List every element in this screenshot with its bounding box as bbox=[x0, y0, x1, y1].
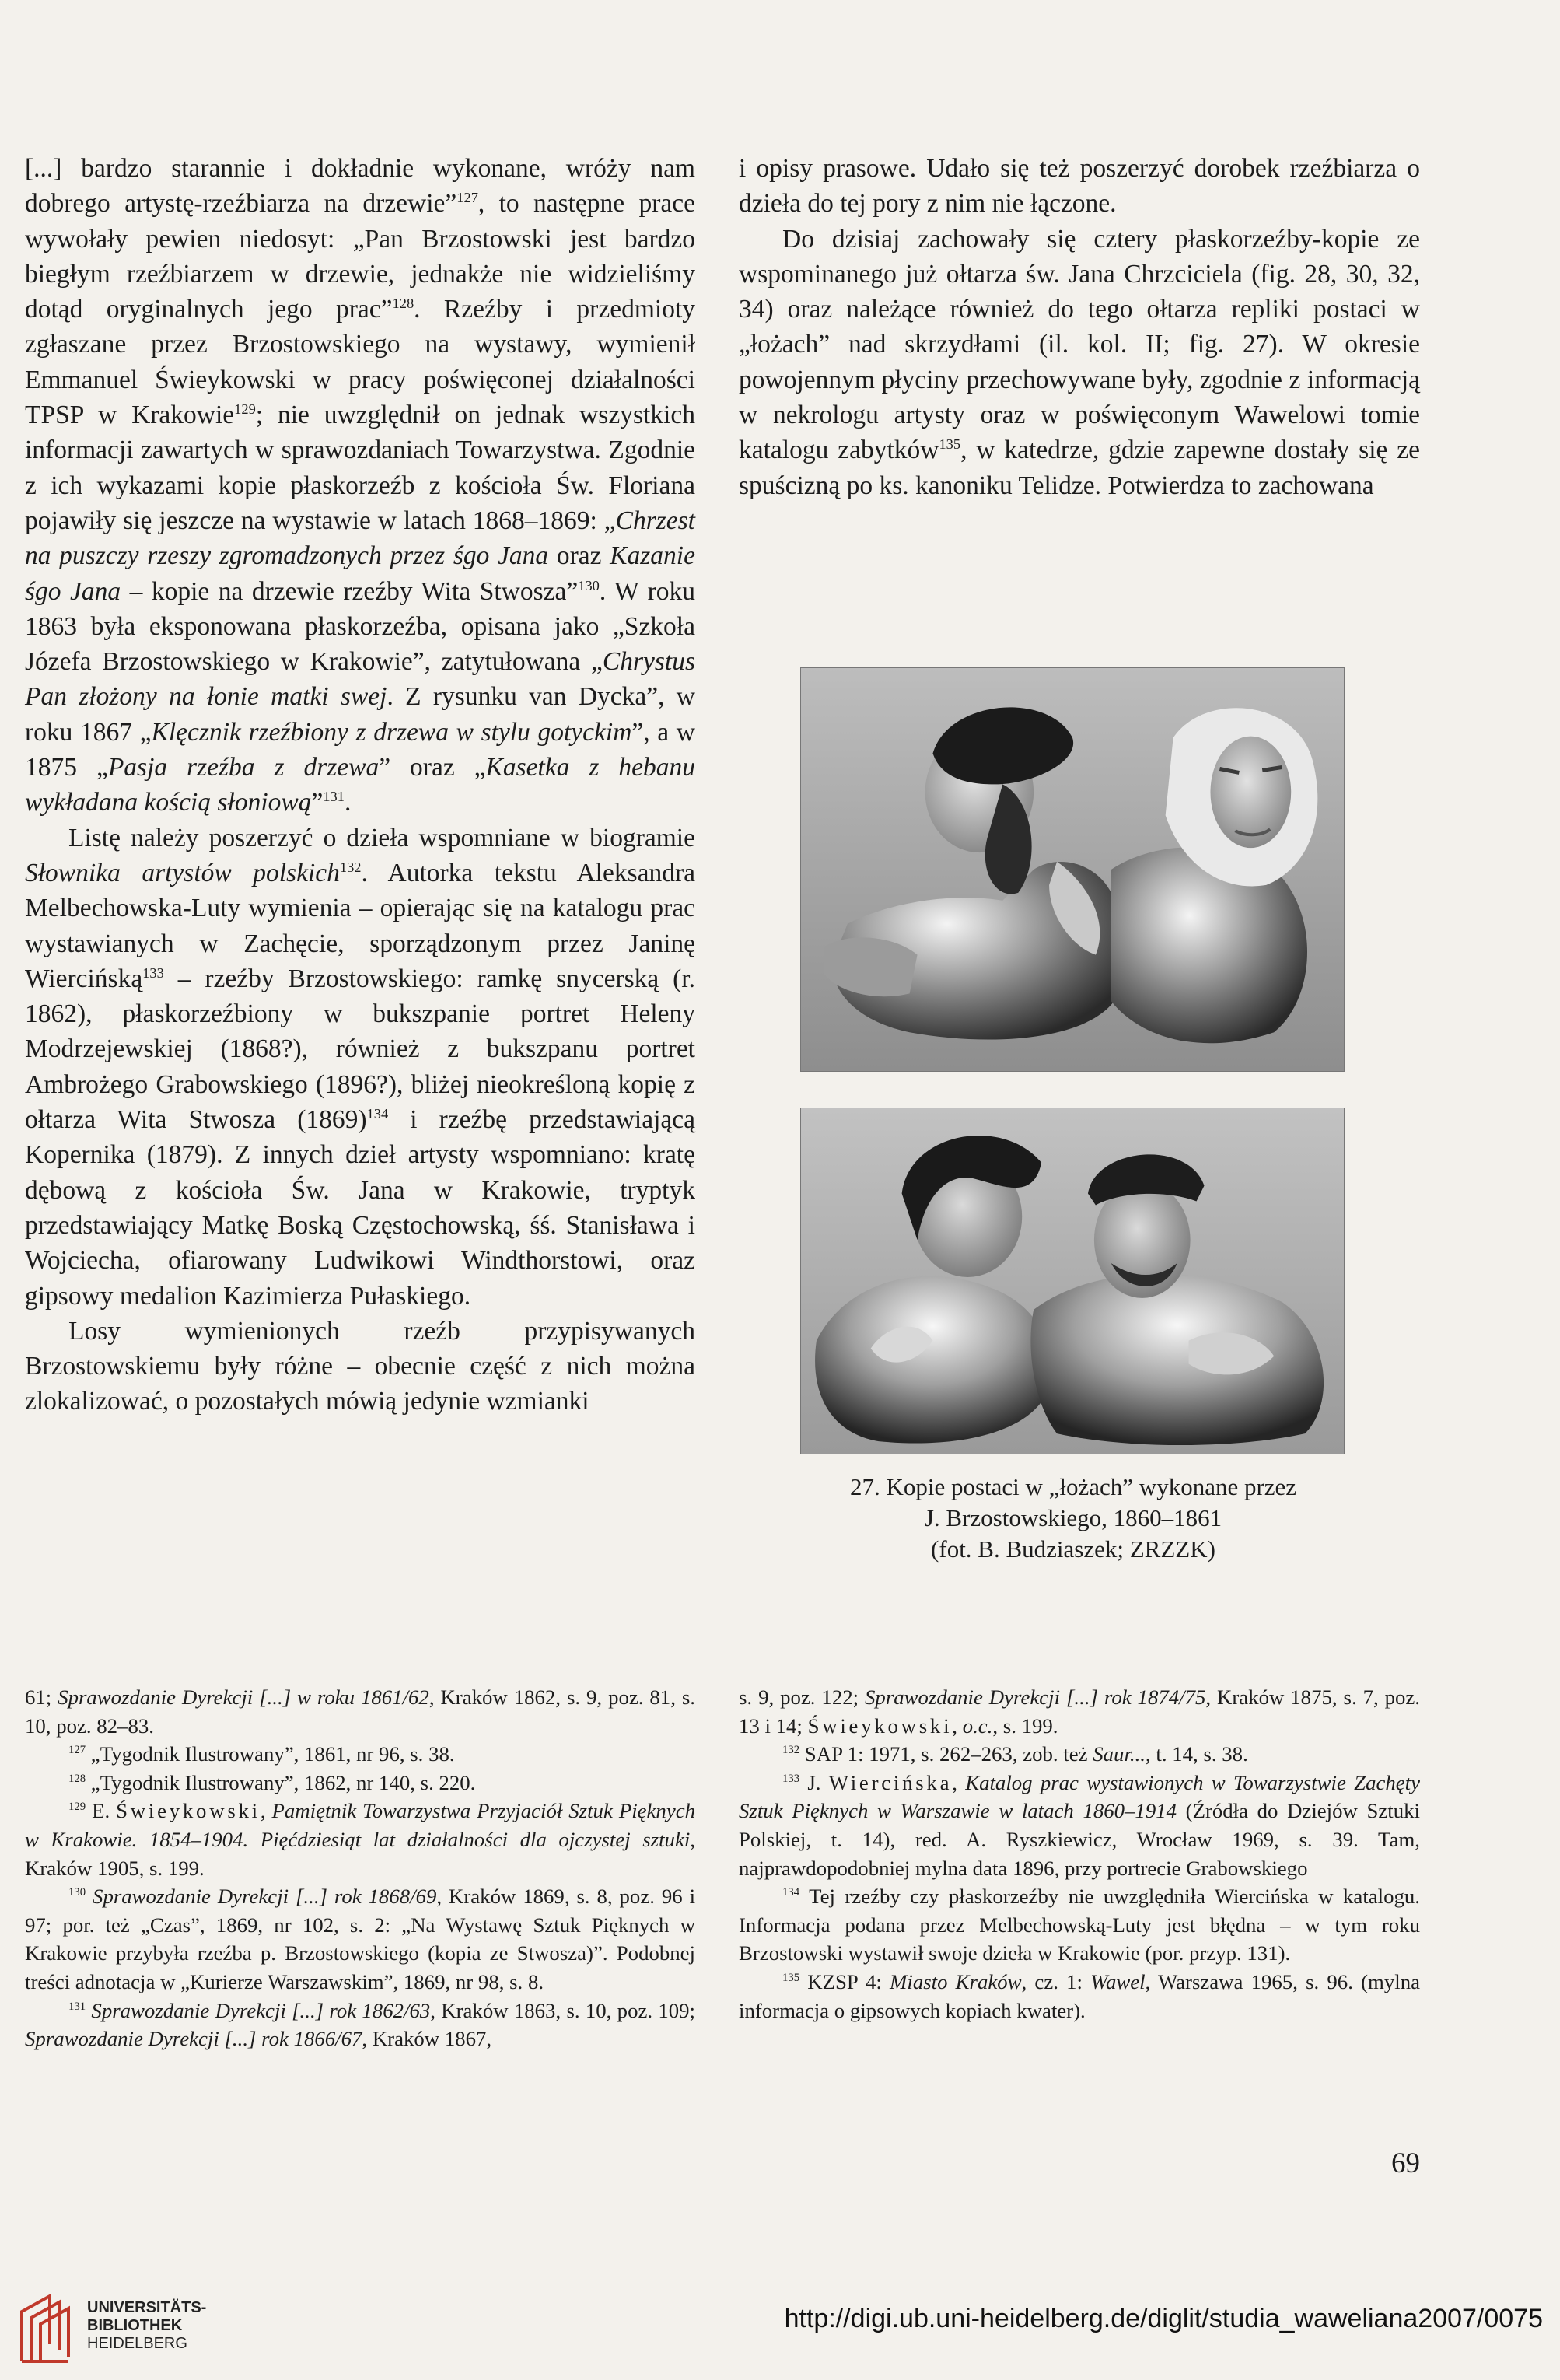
page-number: 69 bbox=[1391, 2147, 1420, 2179]
paragraph bbox=[25, 151, 695, 821]
text-run: Losy wymienionych rzeźb przypisywanych Brzostowskiemu były różne – obecnie część z nich można zlokalizować, o pozostałych mówią jedynie wzmianki bbox=[25, 1316, 695, 1416]
text-run: – kopie na drzewie rzeźby Wita Stwosza” bbox=[121, 576, 579, 606]
text-run: , Kraków 1869, s. 8, poz. 96 i 97; por. też „Czas”, 1869, nr 102, s. 2: „Na Wystawę Sztuk Pięknych w Krakowie przybyła rzeźba p. Brzostowskiego (kopia ze Stwosza)”. Podobnej treści adnotacja w „Kurierze Warszawskim”, 1869, nr 98, s. 8. bbox=[25, 1885, 696, 1993]
paragraph bbox=[739, 1968, 1420, 2025]
paragraph bbox=[25, 1997, 695, 2053]
text-run: s. 9, poz. 122; bbox=[739, 1685, 866, 1709]
paragraph bbox=[739, 1740, 1420, 1769]
author-name: Świeykowski bbox=[116, 1799, 261, 1823]
text-run: . Z rysunku van Dycka”, w roku 1867 „ bbox=[25, 682, 695, 747]
footnote-ref: 128 bbox=[68, 1772, 86, 1785]
text-run: SAP 1: 1971, s. 262–263, zob. też bbox=[799, 1742, 1093, 1766]
text-run: oraz bbox=[548, 541, 610, 571]
italic-title: Sprawozdanie Dyrekcji [...] rok 1874/75 bbox=[865, 1685, 1206, 1709]
text-run: . Autorka tekstu Aleksandra Melbechowska-Luty wymienia – opierając się na katalogu prac wystawianych w Zachęcie, sporządzonym przez Janinę Wiercińską bbox=[25, 858, 695, 993]
sculpture-photo-top bbox=[800, 667, 1345, 1072]
text-run: , cz. 1: bbox=[1021, 1969, 1091, 1993]
italic-title: Pasja rzeźba z drzewa bbox=[107, 753, 380, 782]
footnote-ref: 128 bbox=[392, 296, 414, 312]
italic-title: Sprawozdanie Dyrekcji [...] rok 1866/67 bbox=[25, 2027, 362, 2051]
author-name: Świeykowski bbox=[807, 1713, 953, 1738]
text-run bbox=[86, 1885, 93, 1908]
italic-title: Kasetka z hebanu wykładana kością słoniową bbox=[25, 753, 695, 817]
footnote-ref: 127 bbox=[68, 1744, 86, 1757]
footnote-ref: 133 bbox=[782, 1772, 800, 1785]
text-run: i rzeźbę przedstawiającą Kopernika (1879). Z innych dzieł artysty wspomniano: kratę dębową z kościoła Św. Jana w Krakowie, tryptyk przedstawiający Matkę Boską Częstochowską, śś. Stanisława i Wojciecha, ofiarowany Ludwikowi Windthorstowi, oraz gipsowy medalion Kazimierza Pułaskiego. bbox=[25, 1105, 695, 1311]
text-run: . Rzeźby i przedmioty zgłaszane przez Brzostowskiego na wystawy, wymienił Emmanuel Świeykowski w pracy poświęconej działalności TPSP w Krakowie bbox=[25, 295, 695, 430]
italic-title: Chrystus Pan złożony na łonie matki swej bbox=[25, 647, 695, 712]
text-run: 61; bbox=[25, 1685, 58, 1709]
text-run: Listę należy poszerzyć o dzieła wspomniane w biogramie bbox=[68, 823, 695, 852]
footnote-ref: 130 bbox=[68, 1886, 86, 1899]
text-run: , t. 14, s. 38. bbox=[1146, 1742, 1248, 1766]
text-run: , to następne prace wywołały pewien niedosyt: „Pan Brzostowski jest bardzo biegłym rzeźbiarzem w drzewie, jednakże nie widzieliśmy dotąd oryginalnych jego prac” bbox=[25, 189, 695, 324]
paragraph bbox=[25, 1740, 695, 1769]
italic-title: Chrzest na puszczy rzeszy zgromadzonych przez śgo Jana bbox=[25, 506, 695, 571]
paragraph bbox=[25, 821, 695, 1314]
footnote-ref: 135 bbox=[939, 436, 961, 453]
library-name-line: UNIVERSITÄTS- bbox=[87, 2299, 207, 2316]
text-run: Tej rzeźby czy płaskorzeźby nie uwzględniła Wiercińska w katalogu. Informacja podana przez Melbechowską-Luty jest błędna – w tym roku Brzostowski wystawił swoje dzieła w Krakowie (por. przyp. 131). bbox=[739, 1885, 1420, 1965]
paragraph bbox=[25, 1683, 695, 1740]
text-run: , w katedrze, gdzie zapewne dostały się ze spuścizną po ks. kanoniku Telidze. Potwierdza to zachowana bbox=[739, 436, 1420, 500]
text-run: , Kraków 1863, s. 10, poz. 109; bbox=[430, 1998, 696, 2022]
text-run: . bbox=[344, 788, 352, 817]
right-text-column bbox=[739, 151, 1420, 503]
left-text-column bbox=[25, 151, 695, 1419]
italic-title: Sprawozdanie Dyrekcji [...] rok 1868/69 bbox=[93, 1885, 437, 1909]
paragraph bbox=[739, 1769, 1420, 1882]
caption-line: J. Brzostowskiego, 1860–1861 bbox=[924, 1504, 1222, 1531]
text-run: „Tygodnik Ilustrowany”, 1862, nr 140, s. 220. bbox=[86, 1770, 476, 1794]
text-run: ”, a w 1875 „ bbox=[25, 717, 695, 782]
italic-title: Pamiętnik Towarzystwa Przyjaciół Sztuk Pięknych w Krakowie. 1854–1904. Pięćdziesiąt lat działalności dla ojczystej sztuki bbox=[25, 1799, 696, 1851]
university-library-logo-icon bbox=[16, 2290, 78, 2368]
text-run: , Warszawa 1965, s. 96. (mylna informacja o gipsowych kopiach kwater). bbox=[739, 1969, 1420, 2022]
caption-line: 27. Kopie postaci w „łożach” wykonane przez bbox=[849, 1473, 1297, 1500]
sculpture-photo-top-image bbox=[801, 668, 1344, 1071]
footnote-ref: 131 bbox=[68, 2000, 86, 2013]
text-run: [...] bardzo starannie i dokładnie wykonane, wróży nam dobrego artystę-rzeźbiarza na drzewie” bbox=[25, 154, 695, 219]
text-run: , s. 199. bbox=[992, 1713, 1058, 1738]
text-run: ; nie uwzględnił on jednak wszystkich informacji zawartych w sprawozdaniach Towarzystwa. Zgodnie z ich wykazami kopie płaskorzeźb z kościoła Św. Floriana pojawiły się jeszcze na wystawie w latach 1868–1869: „ bbox=[25, 401, 695, 535]
italic-title: Sprawozdanie Dyrekcji [...] w roku 1861/62 bbox=[58, 1685, 429, 1709]
footnote-ref: 133 bbox=[142, 964, 164, 981]
paragraph bbox=[739, 151, 1420, 222]
text-run: i opisy prasowe. Udało się też poszerzyć dorobek rzeźbiarza o dzieła do tej pory z nim nie łączone. bbox=[739, 154, 1420, 219]
author-name: Wiercińska bbox=[828, 1770, 953, 1794]
italic-title: Katalog prac wystawionych w Towarzystwie Zachęty Sztuk Pięknych w Warszawie w latach 1860–1914 bbox=[739, 1770, 1420, 1823]
library-name-line: BIBLIOTHEK bbox=[87, 2317, 183, 2334]
text-run: – rzeźby Brzostowskiego: ramkę snycerską (r. 1862), płaskorzeźbiony w bukszpanie portret Heleny Modrzejewskiej (1868?), również z bukszpanu portret Ambrożego Grabowskiego (1896?), bliżej nieokreśloną kopię z ołtarza Wita Stwosza (1869) bbox=[25, 964, 695, 1135]
library-name-line: HEIDELBERG bbox=[87, 2335, 187, 2352]
paragraph bbox=[25, 1882, 695, 1996]
footnotes-right bbox=[739, 1683, 1420, 2025]
sculpture-photo-bottom-image bbox=[801, 1108, 1344, 1454]
footnote-ref: 132 bbox=[339, 859, 362, 875]
figure-caption bbox=[778, 1472, 1369, 1565]
library-name bbox=[87, 2299, 206, 2353]
paragraph bbox=[739, 1683, 1420, 1740]
sculpture-photo-bottom bbox=[800, 1108, 1345, 1454]
source-url-link[interactable]: http://digi.ub.uni-heidelberg.de/diglit/studia_waweliana2007/0075 bbox=[784, 2304, 1543, 2333]
italic-title: Miasto Kraków bbox=[890, 1969, 1022, 1993]
caption-line: (fot. B. Budziaszek; ZRZZK) bbox=[931, 1535, 1215, 1563]
text-run: , bbox=[952, 1770, 966, 1794]
text-run: , bbox=[952, 1713, 963, 1738]
italic-title: Klęcznik rzeźbiony z drzewa w stylu gotyckim bbox=[151, 717, 632, 747]
footnote-ref: 134 bbox=[366, 1105, 389, 1122]
paragraph bbox=[25, 1797, 695, 1882]
footnotes-left bbox=[25, 1683, 695, 2053]
footnote-ref: 131 bbox=[323, 789, 345, 805]
text-run: , Kraków 1875, s. 7, poz. 13 i 14; bbox=[739, 1685, 1421, 1738]
text-run: , bbox=[260, 1799, 272, 1823]
footnote-ref: 135 bbox=[782, 1972, 800, 1985]
footnote-ref: 129 bbox=[68, 1801, 86, 1814]
paragraph bbox=[739, 222, 1420, 503]
italic-title: Saur... bbox=[1093, 1742, 1146, 1766]
text-run: Do dzisiaj zachowały się cztery płaskorzeźby-kopie ze wspominanego już ołtarza św. Jana Chrzciciela (fig. 28, 30, 32, 34) oraz należące również do tego ołtarza repliki postaci w „łożach” nad skrzydłami (il. kol. II; fig. 27). W okresie powojennym płyciny przechowywane były, zgodnie z informacją w nekrologu artysty oraz w poświęconym Wawelowi tomie katalogu zabytków bbox=[739, 224, 1420, 465]
italic-title: Sprawozdanie Dyrekcji [...] rok 1862/63 bbox=[91, 1998, 431, 2022]
text-run: ” bbox=[311, 788, 324, 817]
text-run: „Tygodnik Ilustrowany”, 1861, nr 96, s. 38. bbox=[86, 1742, 455, 1766]
paragraph bbox=[25, 1314, 695, 1419]
text-run: E. bbox=[86, 1799, 117, 1823]
italic-title: Wawel bbox=[1090, 1969, 1146, 1993]
text-run: . W roku 1863 była eksponowana płaskorzeźba, opisana jako „Szkoła Józefa Brzostowskiego w Krakowie”, zatytułowana „ bbox=[25, 576, 695, 677]
text-run: , Kraków 1867, bbox=[362, 2027, 492, 2051]
footnote-ref: 129 bbox=[234, 401, 256, 417]
italic-title: Słownika artystów polskich bbox=[25, 858, 340, 887]
italic-title: Kazanie śgo Jana bbox=[25, 541, 695, 606]
text-run: (Źródła do Dziejów Sztuki Polskiej, t. 14), red. A. Ryszkiewicz, Wrocław 1969, s. 39. Tam, najprawdopodobniej mylna data 1896, przy portrecie Grabowskiego bbox=[739, 1799, 1420, 1880]
footnote-ref: 134 bbox=[782, 1886, 800, 1899]
text-run: , Kraków 1905, s. 199. bbox=[25, 1827, 695, 1880]
text-run: KZSP 4: bbox=[799, 1969, 890, 1993]
paragraph bbox=[25, 1769, 695, 1797]
paragraph bbox=[739, 1882, 1420, 1968]
footnote-ref: 132 bbox=[782, 1744, 800, 1757]
text-run: ” oraz „ bbox=[379, 753, 486, 782]
text-run: J. bbox=[799, 1770, 829, 1794]
footnote-ref: 130 bbox=[578, 577, 600, 593]
footnote-ref: 127 bbox=[456, 190, 478, 206]
italic-title: o.c. bbox=[962, 1713, 993, 1738]
digitization-footer bbox=[0, 2288, 1560, 2380]
text-run: , Kraków 1862, s. 9, poz. 81, s. 10, poz. 82–83. bbox=[25, 1685, 695, 1738]
